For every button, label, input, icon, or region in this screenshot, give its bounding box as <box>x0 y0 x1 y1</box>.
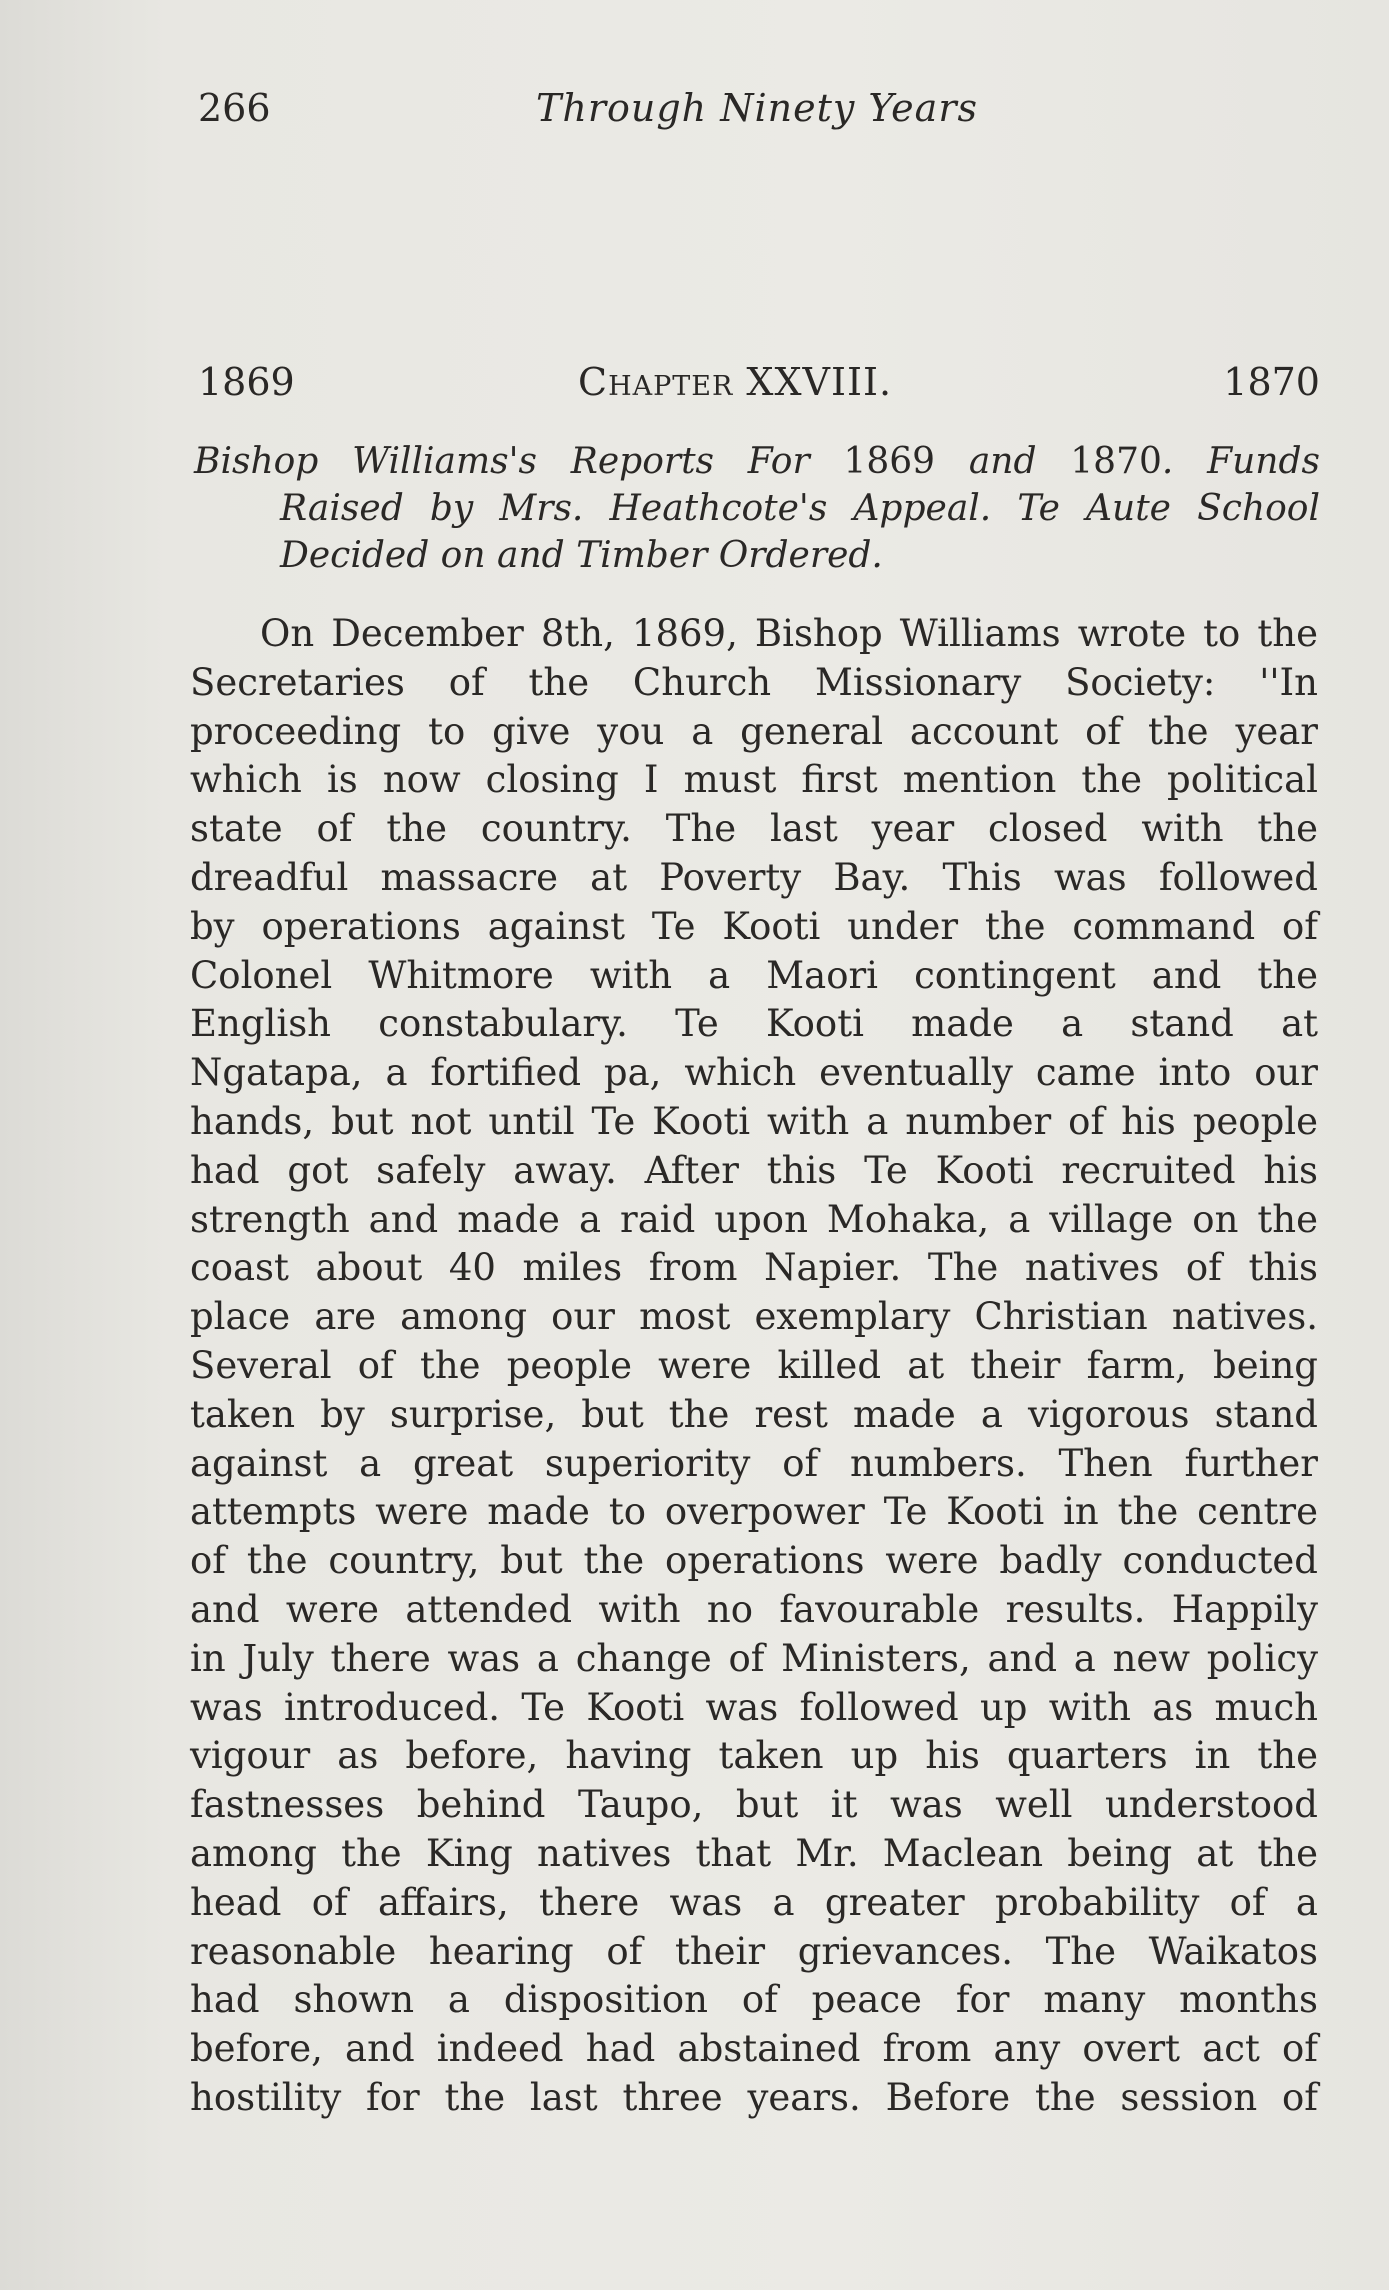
text-line: before, and indeed had abstained from any overt act of <box>190 2027 1318 2071</box>
chapter-year-end: 1870 <box>1223 360 1320 404</box>
text-line: dreadful massacre at Poverty Bay. This was followed <box>190 855 1318 899</box>
text-line: among the King natives that Mr. Maclean being at the <box>190 1831 1318 1875</box>
running-title: Through Ninety Years <box>536 86 978 130</box>
page-number: 266 <box>198 86 271 130</box>
chapter-summary <box>194 438 1320 579</box>
text-line: in July there was a change of Ministers, and a new policy <box>190 1636 1318 1680</box>
text-line: was introduced. Te Kooti was followed up with as much <box>190 1685 1318 1729</box>
text-line: had got safely away. After this Te Kooti recruited his <box>190 1148 1318 1192</box>
chapter-heading <box>198 360 1320 410</box>
text-line: of the country, but the operations were badly conducted <box>190 1539 1318 1583</box>
text-line: against a great superiority of numbers. Then further <box>190 1441 1318 1485</box>
chapter-title: Chapter XXVIII. <box>578 360 893 404</box>
text-line: Ngatapa, a fortified pa, which eventually came into our <box>190 1051 1318 1095</box>
text-line: hands, but not until Te Kooti with a number of his people <box>190 1099 1318 1143</box>
text-line: English constabulary. Te Kooti made a stand at <box>190 1002 1318 1046</box>
text-line: Secretaries of the Church Missionary Society: ''In <box>190 660 1318 704</box>
text-line: On December 8th, 1869, Bishop Williams wrote to the <box>260 612 1318 655</box>
text-line: strength and made a raid upon Mohaka, a village on the <box>190 1197 1318 1241</box>
text-line: which is now closing I must first mention the political <box>190 758 1318 802</box>
chapter-year-start: 1869 <box>198 360 295 404</box>
text-line: proceeding to give you a general account of the year <box>190 709 1318 753</box>
body-paragraph <box>190 610 1318 2123</box>
text-line: Colonel Whitmore with a Maori contingent and the <box>190 953 1318 997</box>
text-line: place are among our most exemplary Christian natives. <box>190 1295 1318 1339</box>
text-line: Several of the people were killed at their farm, being <box>190 1343 1318 1387</box>
summary-line-3: Decided on and Timber Ordered. <box>280 535 883 576</box>
text-line: head of affairs, there was a greater probability of a <box>190 1880 1318 1924</box>
running-head <box>198 86 1318 146</box>
text-line: reasonable hearing of their grievances. The Waikatos <box>190 1929 1318 1973</box>
text-line: and were attended with no favourable results. Happily <box>190 1587 1318 1631</box>
text-line: hostility for the last three years. Before the session of <box>190 2075 1318 2119</box>
text-line: fastnesses behind Taupo, but it was well understood <box>190 1783 1318 1827</box>
text-line: attempts were made to overpower Te Kooti in the centre <box>190 1490 1318 1534</box>
text-line: by operations against Te Kooti under the command of <box>190 904 1318 948</box>
text-line: state of the country. The last year closed with the <box>190 807 1318 851</box>
text-line: taken by surprise, but the rest made a vigorous stand <box>190 1392 1318 1436</box>
summary-line-2: Raised by Mrs. Heathcote's Appeal. Te Aute School <box>280 488 1320 529</box>
text-line: had shown a disposition of peace for many months <box>190 1978 1318 2022</box>
text-line: vigour as before, having taken up his quarters in the <box>190 1734 1318 1778</box>
summary-line-1: Bishop Williams's Reports For 1869 and 1870. Funds <box>194 441 1320 482</box>
text-line: coast about 40 miles from Napier. The natives of this <box>190 1246 1318 1290</box>
